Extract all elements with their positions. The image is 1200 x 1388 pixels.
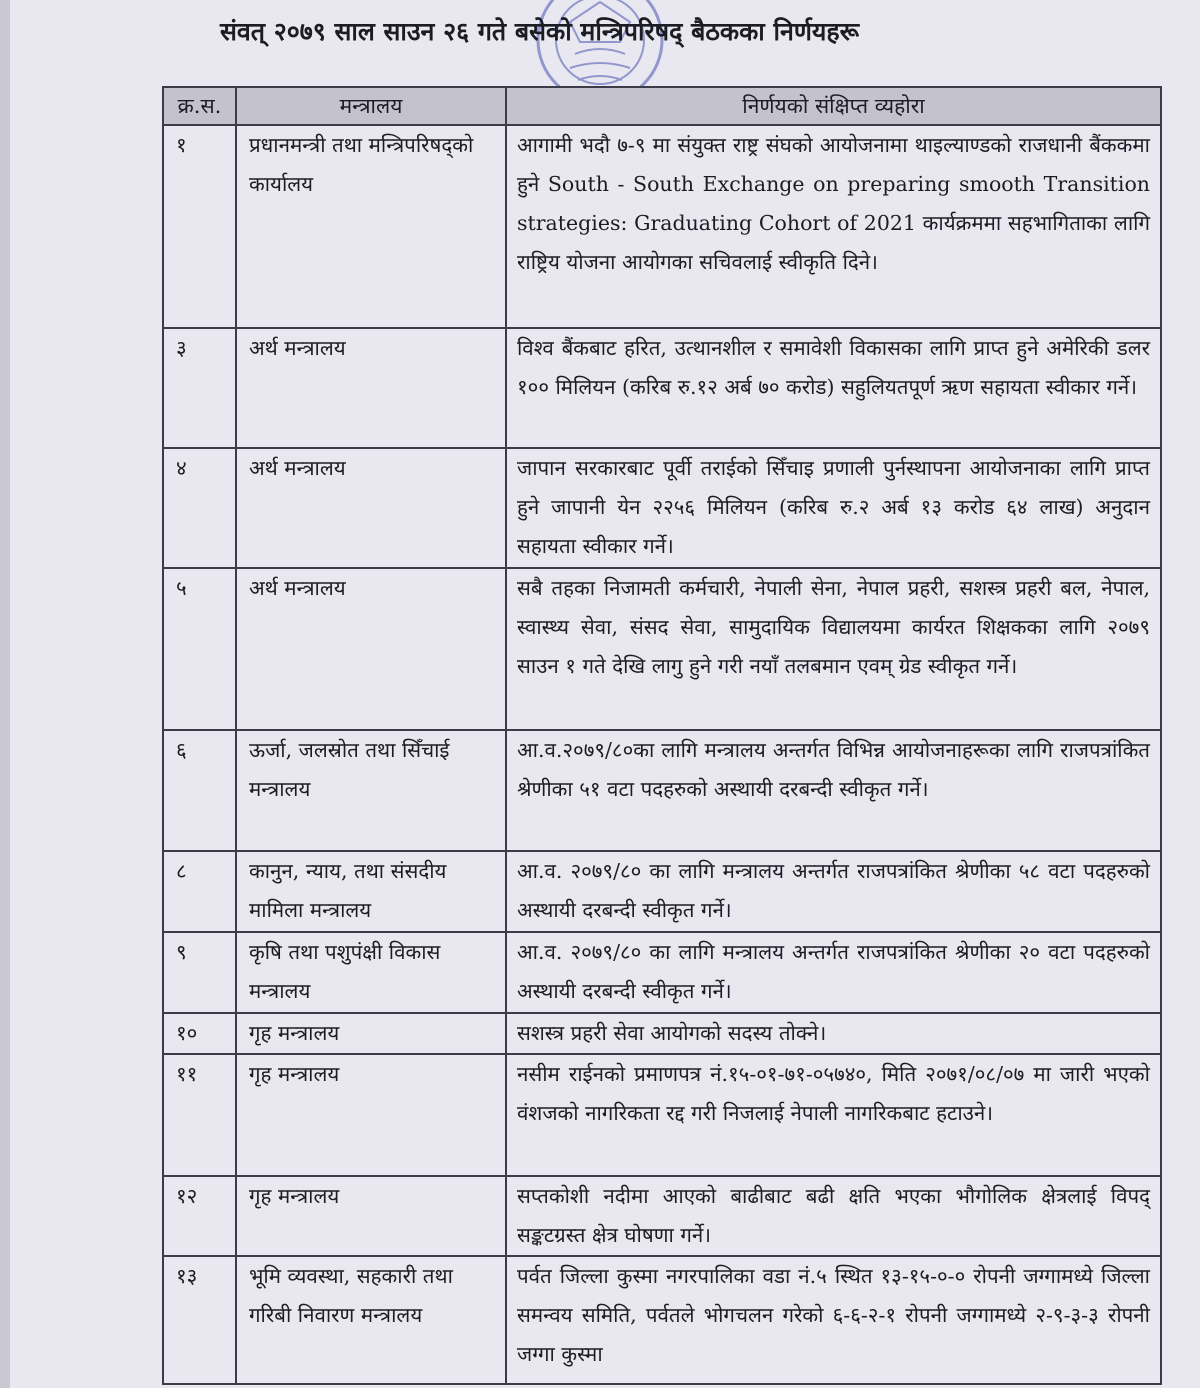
table-row xyxy=(163,730,1161,851)
decisions-table xyxy=(162,86,1162,1385)
table-row xyxy=(163,1256,1161,1384)
table-row xyxy=(163,328,1161,448)
table-row xyxy=(163,125,1161,328)
row-number: ९ xyxy=(163,932,236,1013)
row-number: १२ xyxy=(163,1176,236,1256)
row-decision: आ.व.२०७९/८०का लागि मन्त्रालय अन्तर्गत विभिन्न आयोजनाहरूका लागि राजपत्रांकित श्रेणीका ५१ वटा पदहरुको अस्थायी दरबन्दी स्वीकृत गर्ने। xyxy=(506,730,1161,851)
table-row xyxy=(163,568,1161,730)
row-decision: आ.व. २०७९/८० का लागि मन्त्रालय अन्तर्गत राजपत्रांकित श्रेणीका ५८ वटा पदहरुको अस्थायी दरबन्दी स्वीकृत गर्ने। xyxy=(506,851,1161,932)
row-ministry: अर्थ मन्त्रालय xyxy=(236,328,506,448)
table-row xyxy=(163,932,1161,1013)
page-left-edge xyxy=(0,0,10,1388)
row-number: ५ xyxy=(163,568,236,730)
row-ministry: प्रधानमन्त्री तथा मन्त्रिपरिषद्को कार्यालय xyxy=(236,125,506,328)
row-decision: विश्व बैंकबाट हरित, उत्थानशील र समावेशी विकासका लागि प्राप्त हुने अमेरिकी डलर १०० मिलियन (करिब रु.१२ अर्ब ७० करोड) सहुलियतपूर्ण ऋण सहायता स्वीकार गर्ने। xyxy=(506,328,1161,448)
row-decision: आगामी भदौ ७-९ मा संयुक्त राष्ट्र संघको आयोजनामा थाइल्याण्डको राजधानी बैंककमा हुने South - South Exchange on preparing smooth Transition strategies: Graduating Cohort of 2021 कार्यक्रममा सहभागिताका लागि राष्ट्रिय योजना आयोगका सचिवलाई स्वीकृति दिने। xyxy=(506,125,1161,328)
row-number: ६ xyxy=(163,730,236,851)
row-ministry: अर्थ मन्त्रालय xyxy=(236,568,506,730)
row-decision: आ.व. २०७९/८० का लागि मन्त्रालय अन्तर्गत राजपत्रांकित श्रेणीका २० वटा पदहरुको अस्थायी दरबन्दी स्वीकृत गर्ने। xyxy=(506,932,1161,1013)
row-ministry: कानुन, न्याय, तथा संसदीय मामिला मन्त्रालय xyxy=(236,851,506,932)
row-number: ८ xyxy=(163,851,236,932)
row-number: १३ xyxy=(163,1256,236,1384)
row-decision: सशस्त्र प्रहरी सेवा आयोगको सदस्य तोक्ने। xyxy=(506,1013,1161,1054)
row-decision: जापान सरकारबाट पूर्वी तराईको सिँचाइ प्रणाली पुर्नस्थापना आयोजनाका लागि प्राप्त हुने जापानी येन २२५६ मिलियन (करिब रु.२ अर्ब १३ करोड ६४ लाख) अनुदान सहायता स्वीकार गर्ने। xyxy=(506,448,1161,568)
row-decision: सप्तकोशी नदीमा आएको बाढीबाट बढी क्षति भएका भौगोलिक क्षेत्रलाई विपद् सङ्कटग्रस्त क्षेत्र घोषणा गर्ने। xyxy=(506,1176,1161,1256)
row-ministry: गृह मन्त्रालय xyxy=(236,1013,506,1054)
table-row xyxy=(163,1013,1161,1054)
header-ministry: मन्त्रालय xyxy=(236,87,506,125)
table-row xyxy=(163,1176,1161,1256)
header-serial-number: क्र.स. xyxy=(163,87,236,125)
row-ministry: गृह मन्त्रालय xyxy=(236,1176,506,1256)
table-row xyxy=(163,448,1161,568)
header-decision-summary: निर्णयको संक्षिप्त व्यहोरा xyxy=(506,87,1161,125)
row-number: १० xyxy=(163,1013,236,1054)
row-ministry: ऊर्जा, जलस्रोत तथा सिँचाई मन्त्रालय xyxy=(236,730,506,851)
row-number: ४ xyxy=(163,448,236,568)
row-number: ३ xyxy=(163,328,236,448)
page-title: संवत् २०७९ साल साउन २६ गते बसेको मन्त्रिपरिषद् बैठकका निर्णयहरू xyxy=(220,17,860,46)
table-row xyxy=(163,851,1161,932)
row-decision: पर्वत जिल्ला कुस्मा नगरपालिका वडा नं.५ स्थित १३-१५-०-० रोपनी जग्गामध्ये जिल्ला समन्वय समिति, पर्वतले भोगचलन गरेको ६-६-२-१ रोपनी जग्गामध्ये २-९-३-३ रोपनी जग्गा कुस्मा xyxy=(506,1256,1161,1384)
table-header-row xyxy=(163,87,1161,125)
row-ministry: कृषि तथा पशुपंक्षी विकास मन्त्रालय xyxy=(236,932,506,1013)
row-decision: सबै तहका निजामती कर्मचारी, नेपाली सेना, नेपाल प्रहरी, सशस्त्र प्रहरी बल, नेपाल, स्वास्थ्य सेवा, संसद सेवा, सामुदायिक विद्यालयमा कार्यरत शिक्षकका लागि २०७९ साउन १ गते देखि लागु हुने गरी नयाँ तलबमान एवम् ग्रेड स्वीकृत गर्ने। xyxy=(506,568,1161,730)
row-number: १ xyxy=(163,125,236,328)
row-number: ११ xyxy=(163,1054,236,1176)
table-row xyxy=(163,1054,1161,1176)
row-decision: नसीम राईनको प्रमाणपत्र नं.१५-०१-७१-०५७४०, मिति २०७१/०८/०७ मा जारी भएको वंशजको नागरिकता रद्द गरी निजलाई नेपाली नागरिकबाट हटाउने। xyxy=(506,1054,1161,1176)
row-ministry: अर्थ मन्त्रालय xyxy=(236,448,506,568)
row-ministry: गृह मन्त्रालय xyxy=(236,1054,506,1176)
row-ministry: भूमि व्यवस्था, सहकारी तथा गरिबी निवारण मन्त्रालय xyxy=(236,1256,506,1384)
